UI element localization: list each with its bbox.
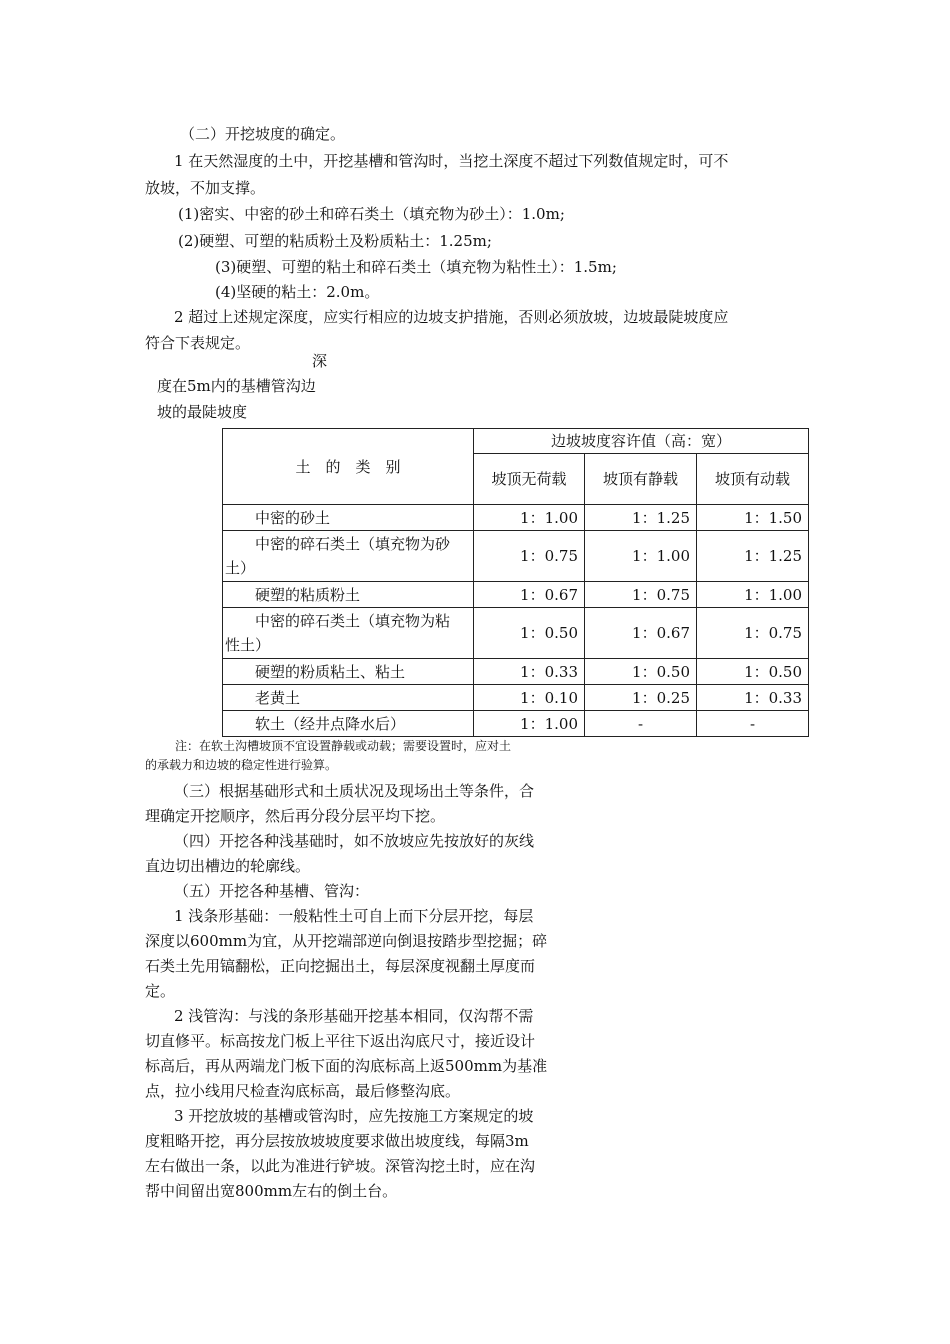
table-row (223, 685, 809, 711)
value-cell: 1：0.10 (474, 685, 585, 711)
paragraph-line: 3 开挖放坡的基槽或管沟时，应先按施工方案规定的坡 (174, 1107, 534, 1125)
list-item: (2)硬塑、可塑的粘质粉土及粉质粘土：1.25m; (178, 232, 492, 250)
table-caption: 度在5m内的基槽管沟边 (157, 377, 316, 395)
table-row (223, 711, 809, 737)
value-cell: 1：1.00 (474, 711, 585, 737)
soil-type-cell (223, 531, 474, 582)
paragraph-line: 定。 (145, 982, 176, 1000)
table-row (223, 531, 809, 582)
value-cell: 1：0.25 (585, 685, 697, 711)
paragraph-line: 切直修平。标高按龙门板上平往下返出沟底尺寸，接近设计 (145, 1032, 536, 1050)
value-cell: 1：1.00 (474, 505, 585, 531)
paragraph-line: 理确定开挖顺序，然后再分段分层平均下挖。 (145, 807, 446, 825)
list-item: (3)硬塑、可塑的粘土和碎石类土（填充物为粘性土）：1.5m; (215, 258, 617, 276)
paragraph-line: 符合下表规定。 (145, 334, 251, 352)
paragraph-line: 帮中间留出宽800mm左右的倒土台。 (145, 1182, 398, 1200)
slope-table (222, 428, 809, 737)
value-cell: 1：1.50 (697, 505, 809, 531)
value-cell: 1：0.50 (585, 659, 697, 685)
list-item: (1)密实、中密的砂土和碎石类土（填充物为砂土）：1.0m; (178, 205, 565, 223)
soil-type-text-cont: 性土） (225, 636, 271, 654)
value-cell: 1：1.00 (585, 531, 697, 582)
value-cell: 1：0.67 (474, 582, 585, 608)
paragraph-line: 直边切出槽边的轮廓线。 (145, 857, 311, 875)
paragraph-line: 度粗略开挖，再分层按放坡坡度要求做出坡度线，每隔3m (145, 1132, 529, 1150)
table-note: 注：在软土沟槽坡顶不宜设置静载或动载；需要设置时，应对土 (175, 739, 512, 753)
table-header-row (223, 429, 809, 454)
paragraph-line: （四）开挖各种浅基础时，如不放坡应先按放好的灰线 (174, 832, 535, 850)
header-soil-type: 土 的 类 别 (223, 429, 474, 505)
header-dynamic-load: 坡顶有动载 (697, 454, 809, 505)
soil-type-cell (223, 685, 474, 711)
list-item: (4)坚硬的粘土：2.0m。 (215, 283, 380, 301)
header-no-load: 坡顶无荷载 (474, 454, 585, 505)
soil-type-text: 老黄土 (255, 688, 301, 707)
paragraph-line: 深度以600mm为宜，从开挖端部逆向倒退按踏步型挖掘；碎 (145, 932, 548, 950)
soil-type-text: 中密的碎石类土（填充物为砂 (255, 535, 451, 553)
value-cell: 1：1.25 (697, 531, 809, 582)
paragraph-line: 1 浅条形基础：一般粘性土可自上而下分层开挖，每层 (174, 907, 534, 925)
table-caption: 坡的最陡坡度 (157, 403, 248, 421)
value-cell: - (697, 711, 809, 737)
soil-type-cell (223, 608, 474, 659)
value-cell: 1：0.75 (585, 582, 697, 608)
paragraph-line: 放坡，不加支撑。 (145, 179, 266, 197)
soil-type-cell (223, 659, 474, 685)
soil-type-text: 软土（经井点降水后） (255, 714, 406, 733)
value-cell: 1：0.50 (697, 659, 809, 685)
value-cell: - (585, 711, 697, 737)
soil-type-cell (223, 711, 474, 737)
paragraph-line: 1 在天然湿度的土中，开挖基槽和管沟时，当挖土深度不超过下列数值规定时，可不 (174, 152, 729, 170)
soil-type-cell (223, 505, 474, 531)
paragraph-line: 2 超过上述规定深度，应实行相应的边坡支护措施，否则必须放坡，边坡最陡坡度应 (174, 308, 729, 326)
table-row (223, 505, 809, 531)
value-cell: 1：1.00 (697, 582, 809, 608)
value-cell: 1：0.33 (474, 659, 585, 685)
section-heading-2: （二）开挖坡度的确定。 (180, 125, 346, 143)
value-cell: 1：0.33 (697, 685, 809, 711)
value-cell: 1：0.75 (697, 608, 809, 659)
soil-type-text: 硬塑的粉质粘土、粘土 (255, 662, 406, 681)
header-slope-group: 边坡坡度容许值（高：宽） (474, 429, 809, 454)
table-caption: 深 (312, 352, 328, 370)
table-row (223, 659, 809, 685)
soil-type-text-cont: 土） (225, 559, 256, 577)
soil-type-text: 中密的砂土 (255, 508, 331, 527)
table-row (223, 582, 809, 608)
paragraph-line: 2 浅管沟：与浅的条形基础开挖基本相同，仅沟帮不需 (174, 1007, 534, 1025)
value-cell: 1：0.50 (474, 608, 585, 659)
value-cell: 1：0.75 (474, 531, 585, 582)
paragraph-line: 标高后，再从两端龙门板下面的沟底标高上返500mm为基准 (145, 1057, 548, 1075)
value-cell: 1：1.25 (585, 505, 697, 531)
table-note: 的承载力和边坡的稳定性进行验算。 (145, 758, 338, 772)
soil-type-text: 中密的碎石类土（填充物为粘 (255, 612, 451, 630)
paragraph-line: 石类土先用镐翻松，正向挖掘出土，每层深度视翻土厚度而 (145, 957, 536, 975)
paragraph-line: 左右做出一条，以此为准进行铲坡。深管沟挖土时，应在沟 (145, 1157, 536, 1175)
paragraph-line: 点，拉小线用尺检查沟底标高，最后修整沟底。 (145, 1082, 461, 1100)
paragraph-line: （三）根据基础形式和土质状况及现场出土等条件，合 (174, 782, 535, 800)
header-static-load: 坡顶有静载 (585, 454, 697, 505)
soil-type-text: 硬塑的粘质粉土 (255, 585, 361, 604)
table-row (223, 608, 809, 659)
value-cell: 1：0.67 (585, 608, 697, 659)
section-heading-5: （五）开挖各种基槽、管沟： (174, 882, 370, 900)
soil-type-cell (223, 582, 474, 608)
